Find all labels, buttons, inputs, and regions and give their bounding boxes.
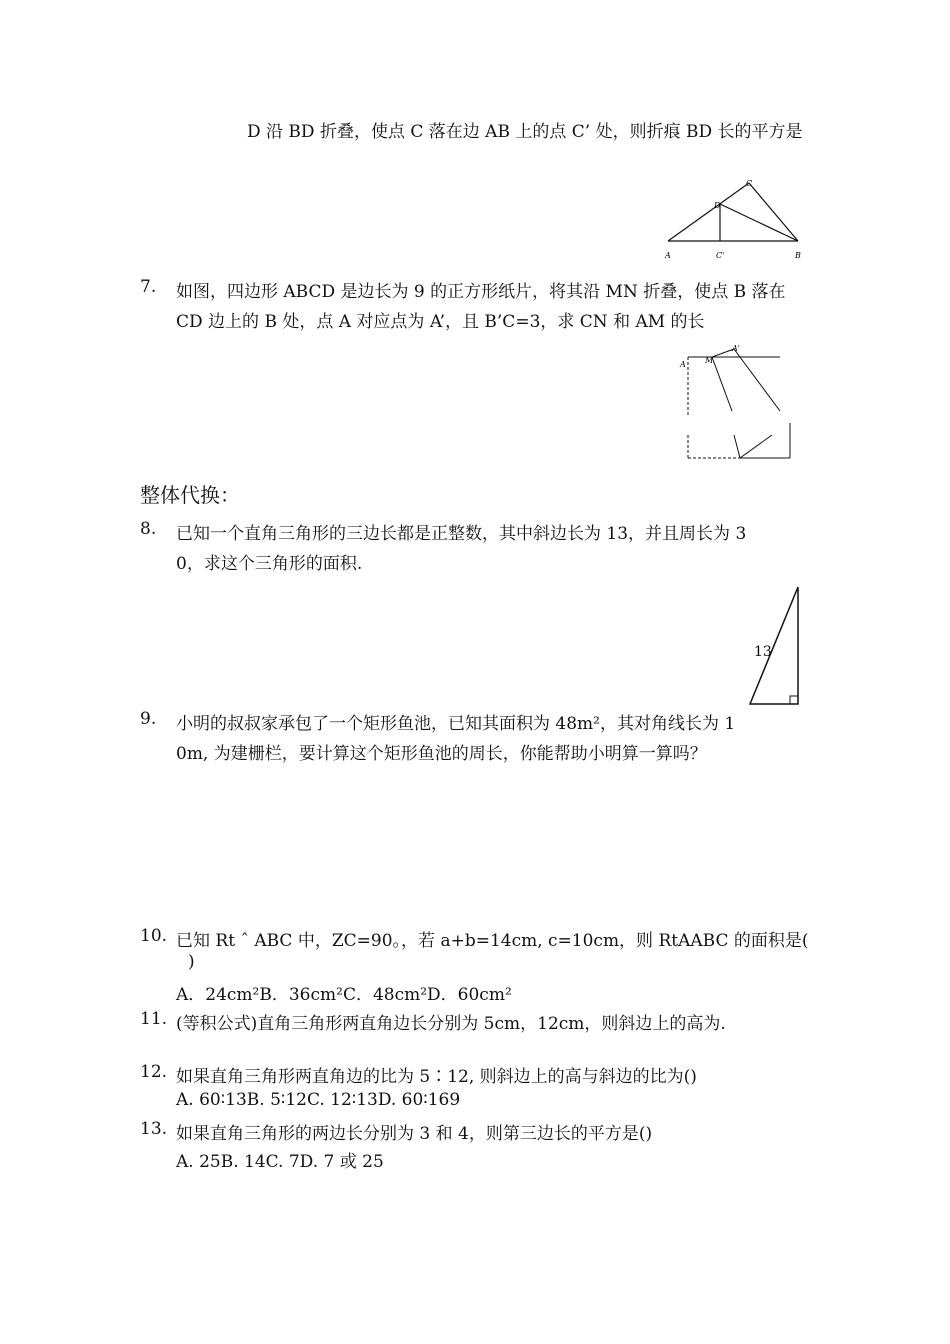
fig1-label-d: D [714, 201, 721, 210]
fig3-hypotenuse-label: 13 [754, 644, 772, 660]
q11-number: 11. [140, 1009, 168, 1029]
q9-line2: 0m, 为建栅栏，要计算这个矩形鱼池的周长，你能帮助小明算一算吗？ [176, 744, 707, 764]
figure-folded-triangle [660, 178, 810, 263]
q10-line2: ) [188, 952, 195, 972]
q13-options: A. 25B. 14C. 7D. 7 或 25 [176, 1152, 384, 1172]
q8-line2: 0，求这个三角形的面积. [176, 554, 363, 574]
fig1-label-a: A [665, 251, 671, 260]
q12-number: 12. [140, 1062, 168, 1082]
q7-number: 7. [140, 277, 157, 297]
fig1-label-b: B [795, 251, 801, 260]
q8-number: 8. [140, 519, 157, 539]
q12-line1: 如果直角三角形两直角边的比为 5∶12, 则斜边上的高与斜边的比为() [176, 1067, 697, 1087]
q10-number: 10. [140, 926, 168, 946]
q10-options: A．24cm²B．36cm²C．48cm²D．60cm² [176, 985, 512, 1005]
q8-line1: 已知一个直角三角形的三边长都是正整数，其中斜边长为 13，并且周长为 3 [176, 524, 747, 544]
q7-line1: 如图，四边形 ABCD 是边长为 9 的正方形纸片，将其沿 MN 折叠，使点 B 落在 [176, 282, 786, 302]
q9-line1: 小明的叔叔家承包了一个矩形鱼池，已知其面积为 48m²，其对角线长为 1 [176, 714, 736, 734]
fig2-label-a: A [680, 360, 686, 369]
q12-options: A. 60∶13B. 5∶12C. 12∶13D. 60∶169 [176, 1090, 461, 1110]
figure-folded-square [680, 335, 800, 470]
intro-line: D 沿 BD 折叠，使点 C 落在边 AB 上的点 C’ 处，则折痕 BD 长的平方是 [247, 122, 803, 142]
fig1-label-c: C [746, 179, 753, 188]
q10-line1: 已知 Rt ˆ ABC 中，ZC=90。，若 a+b=14cm, c=10cm，则 RtAABC 的面积是( [176, 931, 809, 951]
q9-number: 9. [140, 709, 157, 729]
q13-line1: 如果直角三角形的两边长分别为 3 和 4，则第三边长的平方是() [176, 1124, 653, 1144]
fig1-label-c-prime: C' [716, 251, 725, 260]
section-title: 整体代换： [140, 483, 240, 507]
q13-number: 13. [140, 1119, 168, 1139]
q7-line2: CD 边上的 B 处，点 A 对应点为 A’，且 B’C=3，求 CN 和 AM 的长 [176, 312, 705, 332]
fig2-label-a-prime: A' [732, 344, 740, 353]
q11-line1: (等积公式)直角三角形两直角边长分别为 5cm，12cm，则斜边上的高为. [176, 1014, 726, 1034]
figure-right-triangle [745, 585, 805, 710]
fig2-label-m: M [705, 356, 714, 365]
